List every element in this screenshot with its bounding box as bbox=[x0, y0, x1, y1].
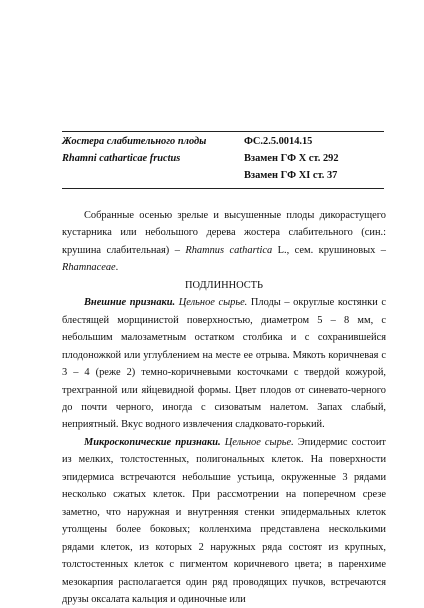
monograph-name-lat: Rhamni catharticae fructus bbox=[62, 153, 181, 164]
external-features-text: Плоды – округлые костянки с блестящей морщинистой поверхностью, диаметром 5 – 8 мм, с небольшим малозаметным остатком столбика и с сохранившейся плодоножкой или углублением на месте ее отрыва. Мякоть коричневая с 3 – 4 (реже 2) темно-коричневыми косточками с твердой кожурой, трехгранной или яйцевидной формы. Цвет плодов от синевато-черного до почти черного, иногда с сизоватым налетом. Запах слабый, неприятный. Вкус водного извлечения сладковато-горький. bbox=[62, 297, 386, 431]
microscopic-raw-label: Цельное сырье. bbox=[224, 436, 294, 448]
external-features-paragraph bbox=[62, 294, 386, 434]
replaces-line-2: Взамен ГФ XI ст. 37 bbox=[244, 170, 338, 181]
external-raw-label: Цельное сырье. bbox=[178, 297, 248, 309]
monograph-code: ФС.2.5.0014.15 bbox=[244, 136, 313, 147]
microscopic-features-paragraph bbox=[62, 434, 386, 608]
latin-family: Rhamnaceae bbox=[62, 262, 116, 274]
header-bottom-rule bbox=[62, 188, 384, 189]
monograph-name-ru: Жостера слабительного плоды bbox=[62, 136, 207, 147]
section-title: ПОДЛИННОСТЬ bbox=[184, 279, 263, 291]
document-body bbox=[62, 207, 386, 608]
replaces-line-1: Взамен ГФ X ст. 292 bbox=[244, 153, 339, 164]
external-features-label: Внешние признаки. bbox=[84, 297, 176, 309]
latin-species: Rhamnus cathartica bbox=[185, 244, 273, 256]
intro-paragraph: Собранные осенью зрелые и высушенные плоды дикорастущего кустарника или небольшого дерева жостера слабительного (син.: крушина слабительная) – Rhamnus cathartica L., сем. крушиновых – Rhamnaceae. bbox=[62, 210, 386, 274]
header-top-rule bbox=[62, 131, 384, 132]
microscopic-features-label: Микроскопические признаки. bbox=[84, 436, 221, 448]
microscopic-features-text: Эпидермис состоит из мелких, толстостенных, полигональных клеток. На поверхности эпидермиса встречаются небольшие устьица, окруженные 3 рядами несколько сжатых клеток. При рассмотрении на поперечном срезе заметно, что наружная и внутренняя стенки эпидермальных клеток утолщены более боковых; колленхима представлена несколькими рядами клеток, из которых 2 наружных ряда состоят из крупных, толстостенных клеток с пигментом коричневого цвета; в паренхиме мезокарпия располагается один ряд проводящих пучков, встречаются друзы оксалата кальция и одиночные или bbox=[62, 436, 386, 605]
